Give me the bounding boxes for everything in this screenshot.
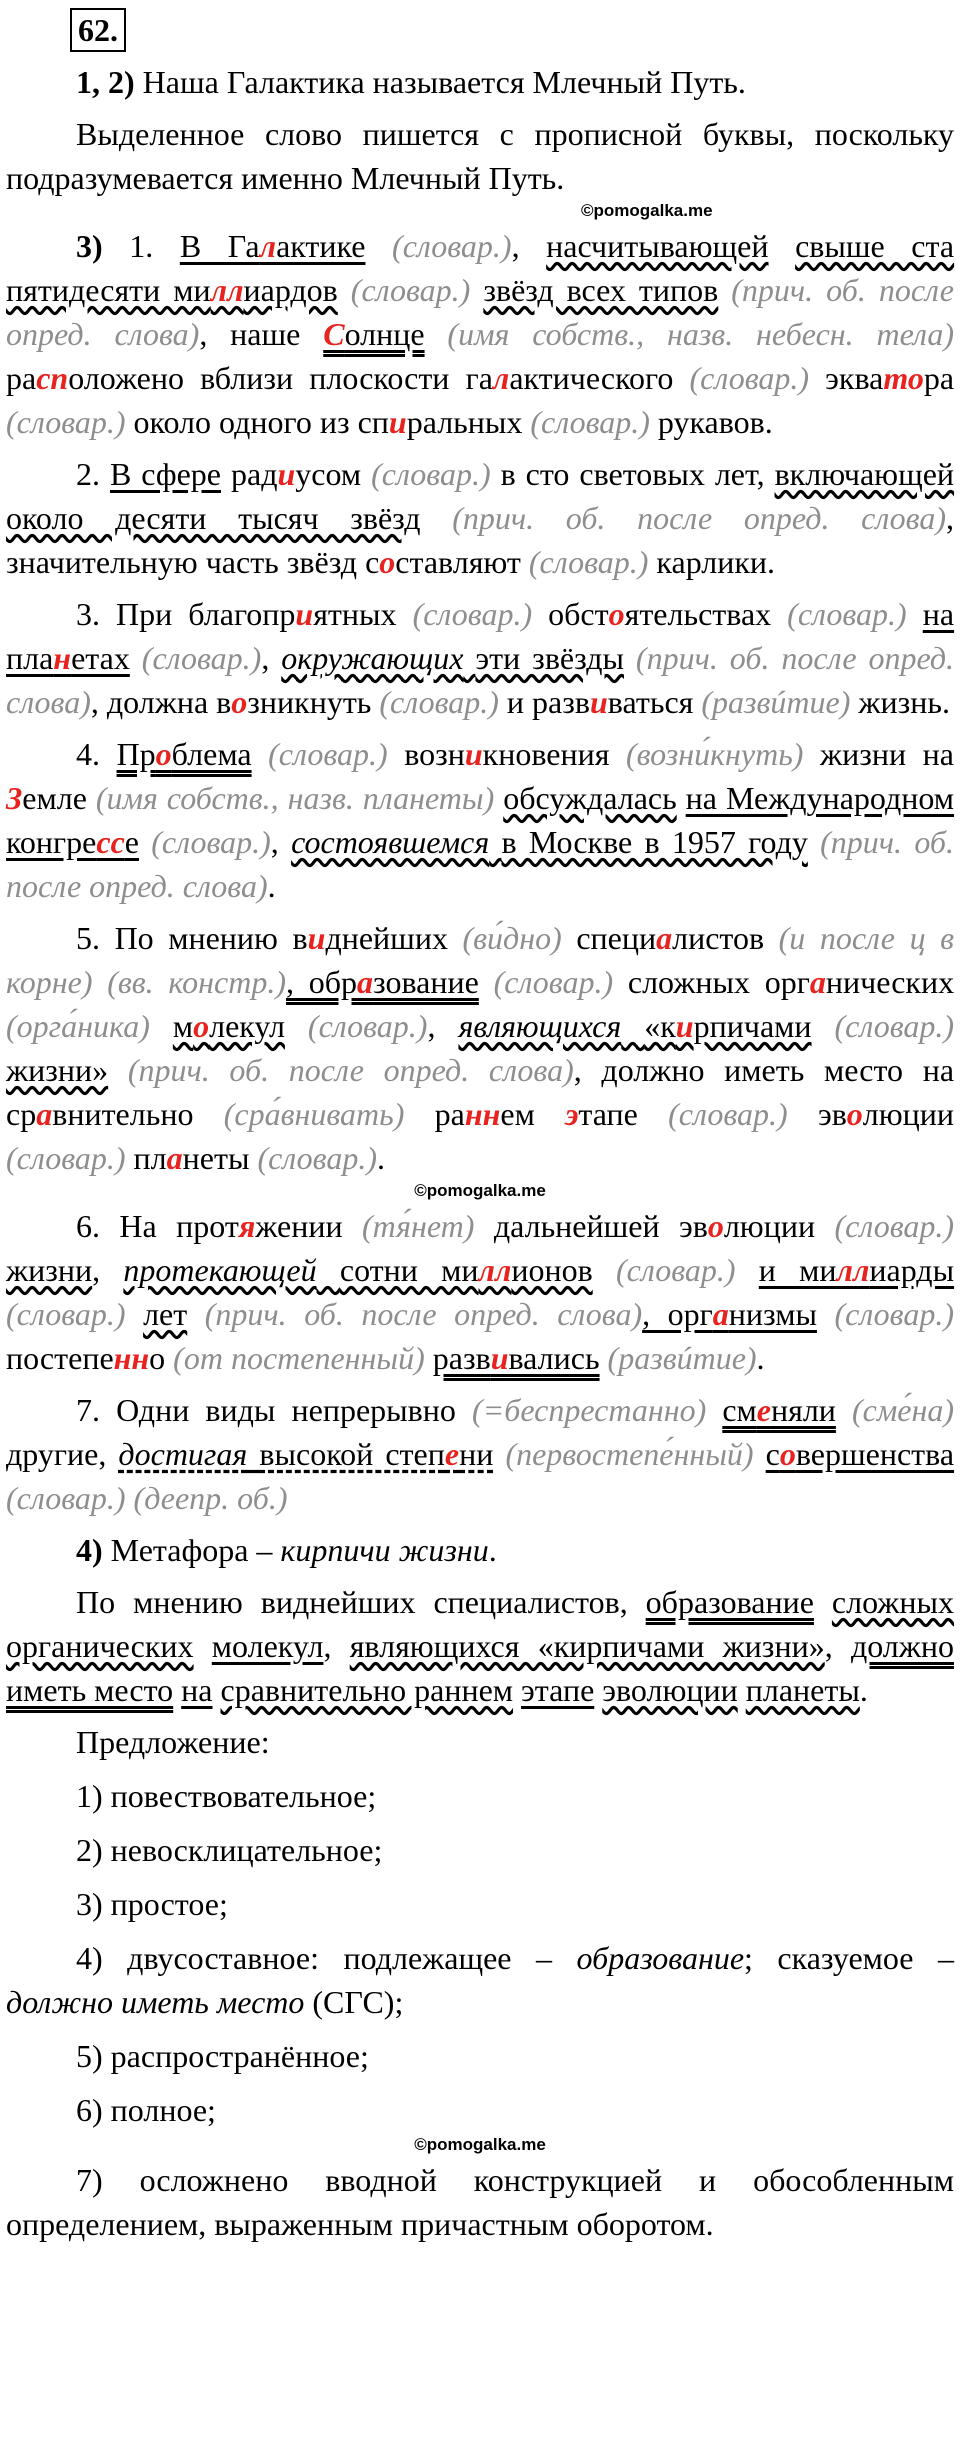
comment: (развúтие) [701, 684, 851, 720]
sentence-2: 2. В сфере радиусом (словар.) в сто световых лет, включающей около десяти тысяч звёзд (прич. об. после опред. слова), значительную часть звёзд составляют (словар.) карлики. [6, 456, 955, 580]
list-item: 1) повествовательное; [76, 1778, 377, 1814]
word: В Галактике [179, 228, 366, 264]
word: специалистов [576, 920, 765, 956]
word: планеты [133, 1140, 250, 1176]
word: и развиваться [506, 684, 694, 720]
comment: (ви́дно) [462, 920, 562, 956]
comment: (словар.) [668, 1096, 788, 1132]
word: сравнительно раннем [220, 1672, 514, 1708]
text: в сто световых лет, [500, 456, 765, 492]
comment: (словар.) [268, 736, 388, 772]
word: экватора [825, 360, 955, 396]
list-item: 5) распространённое; [76, 2038, 369, 2074]
word: сложных органических [6, 1584, 955, 1664]
comment: (словар.) [412, 596, 533, 632]
word: Солнце [323, 316, 425, 352]
comment: (развúтие) [607, 1340, 757, 1376]
comment: (и после ц в корне) (вв. констр.) [6, 920, 955, 1000]
text: , наше [199, 316, 324, 352]
num: 1. [129, 228, 154, 264]
exercise-number: 62. [70, 8, 126, 52]
comment: (словар.) [392, 228, 512, 264]
comment: (=беспрестанно) [472, 1392, 707, 1428]
comment: (словар.) [141, 640, 262, 676]
comment: (словар.) [834, 1208, 955, 1244]
task-label: 4) [76, 1532, 103, 1568]
word: около одного из спиральных [133, 404, 523, 440]
word: расположено вблизи плоскости галактического [6, 360, 674, 396]
comment: (словар.) [834, 1008, 955, 1044]
text: Одни виды непрерывно [116, 1392, 456, 1428]
sentence-1: 3) 1. В Галактике (словар.), насчитывающей свыше ста пятидесяти миллиардов (словар.) звёзд всех типов (прич. об. после опред. слова), наше Солнце (имя собств., назв. небесн. тела) расположено вблизи плоскости галактического (словар.) экватора (словар.) около одного из спиральных (словар.) рукавов. [6, 228, 955, 440]
list-item: 6) полное; [76, 2092, 216, 2128]
predicate: должно иметь место [6, 1628, 954, 1708]
word: При благоприятных [116, 596, 397, 632]
paragraph-explanation: Выделенное слово пишется с прописной буквы, поскольку подразумевается именно Млечный Путь. [6, 116, 954, 196]
comment: (словар.) [689, 360, 810, 396]
sentence-3: 3. При благоприятных (словар.) обстоятельствах (словар.) на планетах (словар.), окружающих эти звёзды (прич. об. после опред. слова), должна возникнуть (словар.) и развиваться (развúтие) жизнь. [6, 596, 955, 720]
comment: (словар.) [350, 272, 471, 308]
comment: (возни́кнуть) [626, 736, 804, 772]
comment: (тя́нет) [361, 1208, 475, 1244]
comment: (словар.) [6, 1296, 126, 1332]
word: этапе [521, 1672, 595, 1708]
word: сложных органических [627, 964, 955, 1000]
comment: (словар.) [371, 456, 491, 492]
word: являющихся «кирпичами [458, 1008, 812, 1044]
word: радиусом [230, 456, 362, 492]
word: эволюции [602, 1672, 738, 1708]
word: насчитывающей [546, 228, 769, 264]
comment: (словар.) [834, 1296, 954, 1332]
comment: (прич. об. после опред. слова) [6, 272, 954, 352]
comment: (словар.) [379, 684, 499, 720]
word: молекул [211, 1628, 324, 1664]
paragraph-5: По мнению виднейших специалистов, образование сложных органических молекул, являющихся «кирпичами жизни», должно иметь место на сравнительно раннем этапе эволюции планеты. [6, 1584, 955, 1708]
word: Проблема [116, 736, 252, 772]
paragraph-4: 4) Метафора – кирпичи жизни. [76, 1532, 497, 1568]
comment: (от постепенный) [173, 1340, 425, 1376]
word: В сфере [109, 456, 222, 492]
paragraph-1-2 [6, 60, 954, 104]
word: планеты [745, 1672, 860, 1708]
text: другие, [6, 1436, 107, 1472]
word: свыше ста пятидесяти миллиардов [6, 228, 955, 308]
comment: (словар.) [528, 544, 649, 580]
word: раннем этапе [434, 1096, 638, 1132]
word: , значительную часть звёзд составляют [6, 500, 955, 580]
comment: (имя собств., назв. небесн. тела) [447, 316, 955, 352]
word: , должна возникнуть [90, 684, 372, 720]
text: рукавов. [657, 404, 773, 440]
word: жизни на Земле [6, 736, 955, 816]
word: окружающих эти звёзды [281, 640, 624, 676]
word: , должно иметь место на сравнительно [6, 1052, 955, 1132]
word: эволюции [817, 1096, 955, 1132]
comment: (прич. об. после опред. слова) [204, 1296, 643, 1332]
word: около десяти тысяч звёзд [6, 500, 421, 536]
comment: (словар.) (деепр. об.) [6, 1480, 288, 1516]
word: По мнению виднейших [114, 920, 448, 956]
list-title: Предложение: [76, 1724, 270, 1760]
comment: (словар.) [307, 1008, 428, 1044]
word: жизни [6, 1252, 93, 1288]
sentence-4: 4. Проблема (словар.) возникновения (возни́кнуть) жизни на Земле (имя собств., назв. планеты) обсуждалась на Международном конгрессе (словар.), состоявшемся в Москве в 1957 году (прич. об. после опред. слова). [6, 736, 955, 904]
sentence-analysis [6, 1720, 954, 2246]
word: на планетах [6, 596, 955, 676]
word: молекул [172, 1008, 285, 1044]
comment: (словар.) [787, 596, 907, 632]
sentence-7: 7. Одни виды непрерывно (=беспрестанно) сменяли (сме́на) другие, достигая высокой степени (первостепе́нный) совершенства (словар.) (деепр. об.) [6, 1392, 955, 1516]
word: на Международном конгрессе [6, 780, 955, 860]
watermark: ©pomogalka.me [581, 201, 713, 220]
text: карлики. [656, 544, 776, 580]
watermark: ©pomogalka.me [414, 1181, 546, 1200]
word: обстоятельствах [548, 596, 772, 632]
task-label: 1, 2) [76, 64, 135, 100]
comment: (первостепе́нный) [505, 1436, 754, 1472]
comment: (орга́ника) [6, 1008, 150, 1044]
task-label: 3) [76, 228, 103, 264]
word: являющихся «кирпичами жизни» [349, 1628, 825, 1664]
word: обсуждалась [503, 780, 677, 816]
text: жизнь. [858, 684, 950, 720]
word: развивались [432, 1340, 600, 1376]
word: , организмы [642, 1296, 817, 1332]
word: на [181, 1672, 213, 1708]
list-item: 4) двусоставное: подлежащее – образование; сказуемое – должно иметь место (СГС); [6, 1940, 954, 2020]
comment: (словар.) [493, 964, 614, 1000]
list-item: 7) осложнено вводной конструкцией и обособленным определением, выраженным причастным оборотом. [6, 2162, 954, 2242]
word: жизни» [6, 1052, 109, 1088]
list-item: 2) невосклицательное; [76, 1832, 383, 1868]
comment: (сме́на) [852, 1392, 955, 1428]
word: возникновения [404, 736, 610, 772]
word: постепенно [6, 1340, 166, 1376]
comment: (сра́внивать) [223, 1096, 405, 1132]
comment: (прич. об. после опред. слова) [6, 640, 955, 720]
text: Наша Галактика называется Млечный Путь. [142, 64, 746, 100]
word: совершенства [765, 1436, 955, 1472]
sentence-5: 5. По мнению виднейших (ви́дно) специалистов (и после ц в корне) (вв. констр.), образование (словар.) сложных органических (орга́ника) молекул (словар.), являющихся «кирпичами (словар.) жизни» (прич. об. после опред. слова), должно иметь место на сравнительно (сра́внивать) раннем этапе (словар.) эволюции (словар.) планеты (словар.). [6, 920, 955, 1176]
watermark: ©pomogalka.me [414, 2135, 546, 2154]
comment: (словар.) [151, 824, 271, 860]
word: включающей [774, 456, 955, 492]
comment: (словар.) [257, 1140, 377, 1176]
comment: (словар.) [6, 1140, 126, 1176]
word: На протяжении [119, 1208, 343, 1244]
word: достигая высокой степени [118, 1436, 494, 1472]
comment: (прич. об. после опред. слова) [452, 500, 947, 536]
word: протекающей сотни миллионов [123, 1252, 593, 1288]
comment: (прич. об. после опред. слова) [127, 1052, 574, 1088]
comment: (прич. об. после опред. слова) [6, 824, 954, 904]
word: лет [143, 1296, 188, 1332]
word: и миллиарды [758, 1252, 955, 1288]
comment: (имя собств., назв. планеты) [95, 780, 495, 816]
comment: (словар.) [530, 404, 650, 440]
word: звёзд всех типов [483, 272, 719, 308]
word: сменяли [722, 1392, 836, 1428]
subject: образование [645, 1584, 814, 1620]
list-item: 3) простое; [76, 1886, 228, 1922]
word: состоявшемся в Москве в 1957 году [291, 824, 808, 860]
comment: (словар.) [6, 404, 126, 440]
word: , образование [286, 964, 479, 1000]
comment: (словар.) [615, 1252, 736, 1288]
sentence-6: 6. На протяжении (тя́нет) дальнейшей эволюции (словар.) жизни, протекающей сотни миллионов (словар.) и миллиарды (словар.) лет (прич. об. после опред. слова), организмы (словар.) постепенно (от постепенный) развивались (развúтие). [6, 1208, 955, 1376]
word: дальнейшей эволюции [493, 1208, 816, 1244]
